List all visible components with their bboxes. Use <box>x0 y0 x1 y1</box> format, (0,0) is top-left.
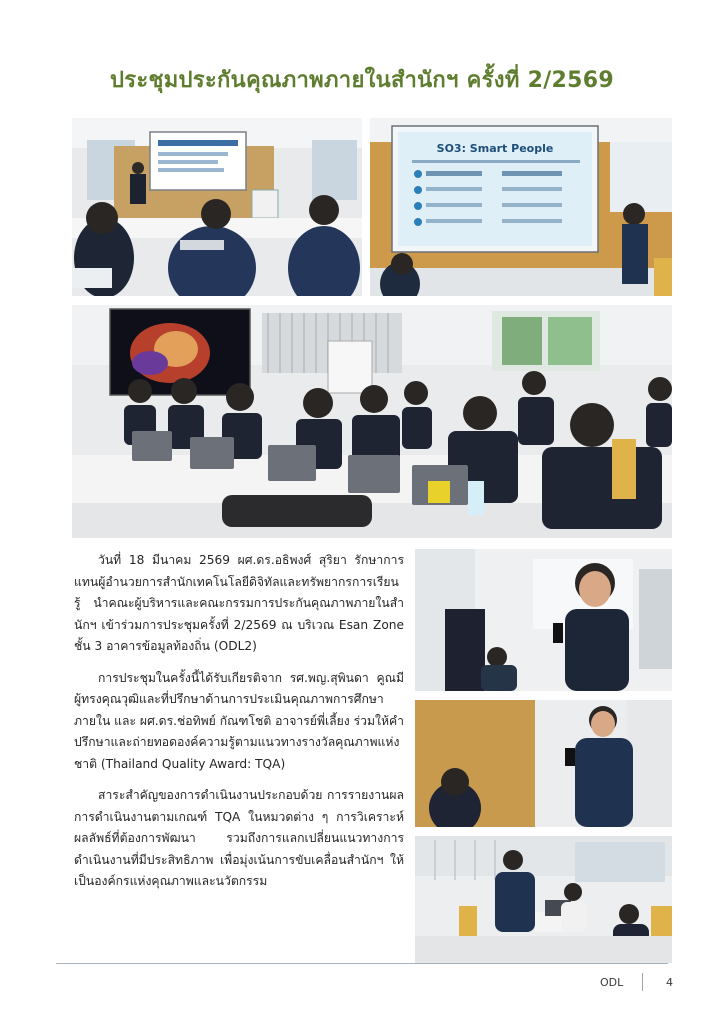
slide-heading: SO3: Smart People <box>436 142 554 155</box>
footer-org-label: ODL <box>600 976 624 989</box>
meeting-photo-6 <box>415 836 672 963</box>
meeting-photo-1 <box>72 118 362 296</box>
page-title: ประชุมประกันคุณภาพภายในสำนักฯ ครั้งที่ 2/2569 <box>110 68 614 93</box>
meeting-photo-2 <box>370 118 672 296</box>
article-paragraph-1: วันที่ 18 มีนาคม 2569 ผศ.ดร.อธิพงศ์ สุริยา รักษาการแทนผู้อำนวยการสำนักเทคโนโลยีดิจิทัลและทรัพยากรการเรียนรู้ นำคณะผู้บริหารและคณะกรรมการประกันคุณภาพภายในสำนักฯ เข้าร่วมการประชุมครั้งที่ 2/2569 ณ บริเวณ Esan Zone ชั้น 3 อาคารข้อมูลท้องถิ่น (ODL2) <box>74 553 404 653</box>
article-paragraph-2: การประชุมในครั้งนี้ได้รับเกียรติจาก รศ.พญ.สุพินดา คูณมีผู้ทรงคุณวุฒิและที่ปรึกษาด้านการประเมินคุณภาพการศึกษาภายใน และ ผศ.ดร.ช่อทิพย์ กัณฑโชติ อาจารย์พี่เลี้ยง ร่วมให้คำปรึกษาและถ่ายทอดองค์ความรู้ตามแนวทางรางวัลคุณภาพแห่งชาติ (Thailand Quality Award: TQA) <box>74 670 404 771</box>
meeting-photo-4 <box>415 549 672 691</box>
footer-divider <box>56 963 668 964</box>
article-paragraph-3: สาระสำคัญของการดำเนินงานประกอบด้วย การรายงานผลการดำเนินงานตามเกณฑ์ TQA ในหมวดต่าง ๆ การวิเคราะห์ผลลัพธ์ที่ต้องการพัฒนา รวมถึงการแลกเปลี่ยนแนวทางการดำเนินงานที่มีประสิทธิภาพ เพื่อมุ่งเน้นการขับเคลื่อนสำนักฯ ให้เป็นองค์กรแห่งคุณภาพและนวัตกรรม <box>74 788 404 888</box>
meeting-photo-3 <box>72 305 672 538</box>
footer-separator <box>642 973 643 991</box>
page-number: 4 <box>666 976 673 989</box>
meeting-photo-5 <box>415 700 672 827</box>
article-body <box>74 550 404 903</box>
